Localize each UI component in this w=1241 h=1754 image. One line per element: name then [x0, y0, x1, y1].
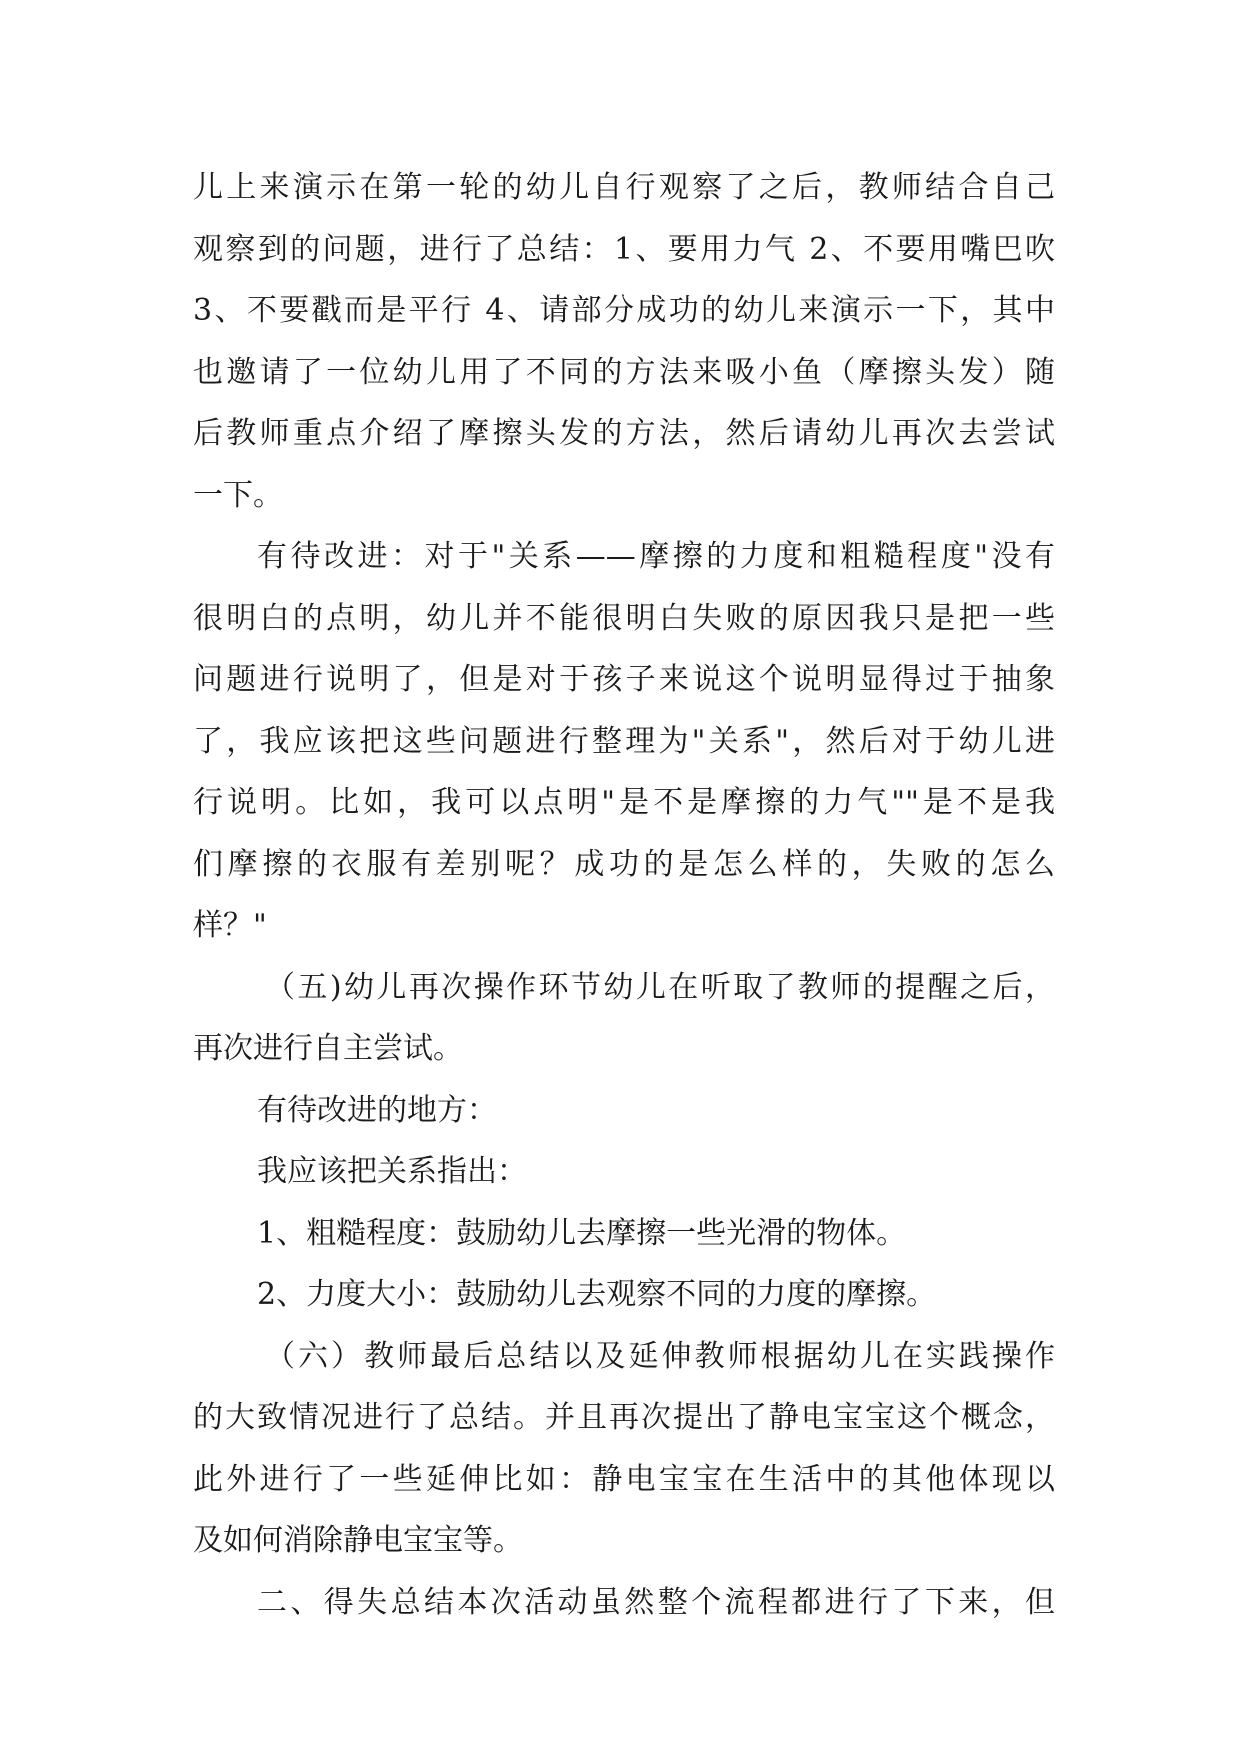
text-line: 的大致情况进行了总结。并且再次提出了静电宝宝这个概念， [193, 1400, 1055, 1435]
text-line: 问题进行说明了，但是对于孩子来说这个说明显得过于抽象 [193, 662, 1055, 697]
text-line: 及如何消除静电宝宝等。 [193, 1523, 523, 1558]
text-line: 们摩擦的衣服有差别呢？成功的是怎么样的，失败的怎么 [193, 846, 1055, 882]
text-line: 也邀请了一位幼儿用了不同的方法来吸小鱼（摩擦头发）随 [193, 354, 1055, 390]
text-line: （五)幼儿再次操作环节幼儿在听取了教师的提醒之后， [265, 969, 1055, 1005]
text-line: 二、得失总结本次活动虽然整个流程都进行了下来，但 [257, 1584, 1055, 1620]
text-line: 一下。 [193, 477, 283, 513]
text-line: 很明白的点明，幼儿并不能很明白失败的原因我只是把一些 [193, 600, 1055, 636]
text-line: （六）教师最后总结以及延伸教师根据幼儿在实践操作 [265, 1338, 1055, 1374]
text-line: 3、不要戳而是平行 4、请部分成功的幼儿来演示一下，其中 [193, 293, 1055, 328]
document-body [193, 157, 1055, 1633]
text-line: 1、粗糙程度：鼓励幼儿去摩擦一些光滑的物体。 [257, 1215, 907, 1251]
text-line: 样？" [193, 908, 267, 943]
text-line: 观察到的问题，进行了总结：1、要用力气 2、不要用嘴巴吹 [193, 231, 1055, 267]
text-line: 了，我应该把这些问题进行整理为"关系"，然后对于幼儿进 [193, 723, 1055, 759]
text-line: 儿上来演示在第一轮的幼儿自行观察了之后，教师结合自己 [193, 170, 1055, 205]
text-line: 我应该把关系指出： [257, 1154, 527, 1189]
text-line: 后教师重点介绍了摩擦头发的方法，然后请幼儿再次去尝试 [193, 416, 1055, 451]
text-line: 行说明。比如，我可以点明"是不是摩擦的力气""是不是我 [193, 785, 1055, 820]
text-line: 有待改进：对于"关系——摩擦的力度和粗糙程度"没有 [257, 539, 1055, 574]
text-line: 有待改进的地方： [257, 1092, 497, 1128]
text-line: 此外进行了一些延伸比如：静电宝宝在生活中的其他体现以 [193, 1461, 1055, 1497]
text-line: 再次进行自主尝试。 [193, 1031, 463, 1066]
text-line: 2、力度大小：鼓励幼儿去观察不同的力度的摩擦。 [257, 1277, 937, 1312]
